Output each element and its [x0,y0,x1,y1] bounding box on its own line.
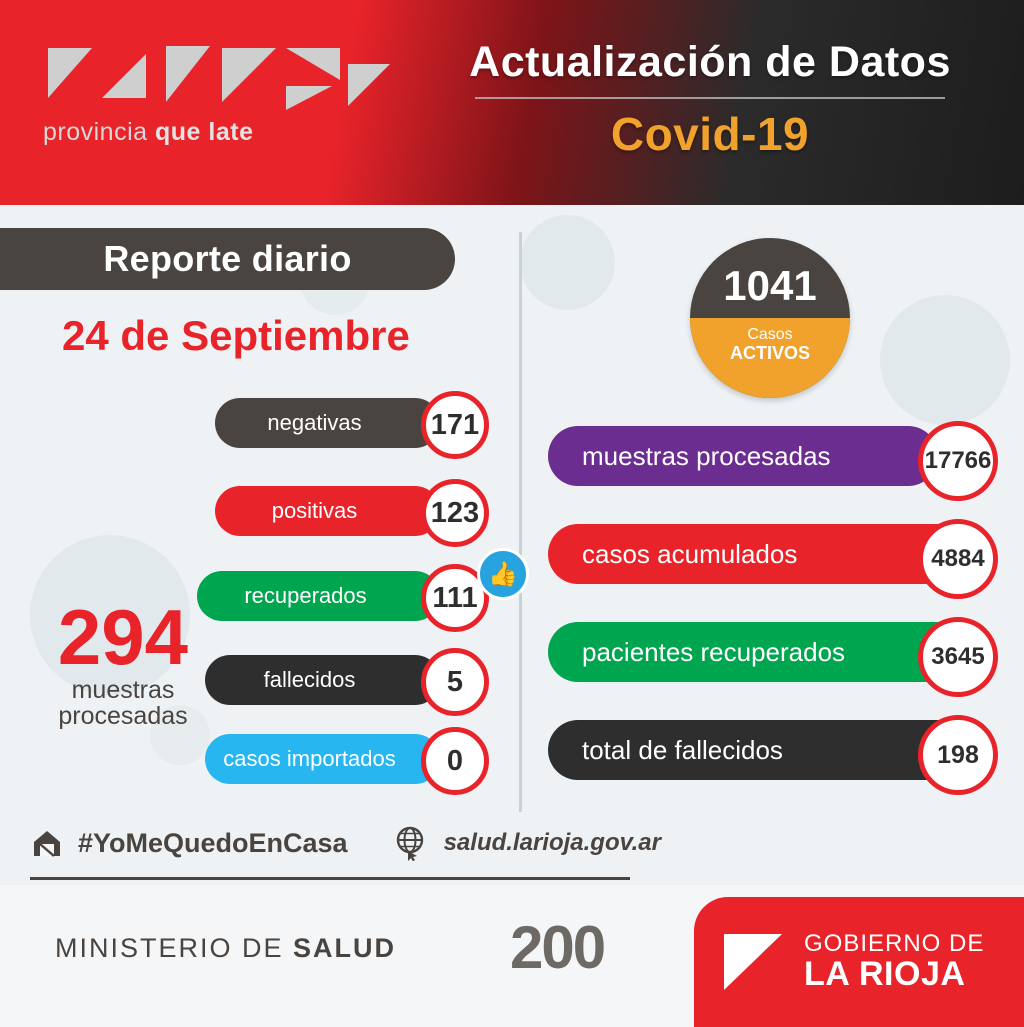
stat-badge-fallecidos [421,648,489,716]
active-cases-circle [690,238,850,398]
total-badge-muestras-procesadas [918,421,998,501]
page-title: Actualización de Datos [469,38,951,86]
virus-decoration-icon [880,295,1010,425]
total-row-total-fallecidos [548,720,968,780]
total-value-casos-acumulados: 4884 [931,545,985,572]
logo-tagline-bold: que late [155,118,254,146]
total-badge-casos-acumulados [918,519,998,599]
stat-row-negativas [215,398,440,448]
total-badge-total-fallecidos [918,715,998,795]
gobierno-text [804,932,984,991]
total-label-total-fallecidos: total de fallecidos [582,734,783,765]
thumbs-up-icon: 👍 [477,548,529,600]
daily-samples-label-line1: muestras [71,676,175,705]
stat-row-recuperados [197,571,440,621]
stat-badge-negativas [421,391,489,459]
daily-samples-total [28,593,218,730]
stat-value-negativas: 171 [430,408,480,441]
footer [0,827,1024,1027]
ministry-label-bold: SALUD [293,933,397,963]
house-icon [30,826,64,860]
total-label-casos-acumulados: casos acumulados [582,538,798,569]
total-value-muestras-procesadas: 17766 [924,447,992,474]
total-row-muestras-procesadas [548,426,938,486]
report-date: 24 de Septiembre [62,312,410,359]
active-cases-value: 1041 [723,262,817,309]
stat-row-casos-importados [205,734,440,784]
stat-label-fallecidos: fallecidos [263,667,356,692]
total-value-total-fallecidos: 198 [937,740,979,769]
gobierno-line1: GOBIERNO DE [804,930,985,958]
active-cases-label-line1: Casos [747,326,793,343]
stat-label-positivas: positivas [271,498,358,523]
ministry-label [55,933,396,964]
stat-value-fallecidos: 5 [446,665,464,698]
globe-www-icon [394,825,430,861]
footer-divider [30,877,630,880]
virus-decoration-icon [520,215,615,310]
active-cases-band [690,318,850,398]
report-tag [0,228,455,290]
la-rioja-logo [40,40,390,160]
ministry-label-light: MINISTERIO DE [55,933,294,963]
report-tag-label: Reporte diario [103,238,352,279]
logo-glyphs-icon [40,40,390,115]
stat-value-positivas: 123 [430,496,480,529]
gobierno-mark-icon [720,930,786,994]
total-row-pacientes-recuperados [548,622,968,682]
daily-samples-value: 294 [57,593,189,681]
website-url[interactable]: salud.larioja.gov.ar [443,829,661,856]
total-label-pacientes-recuperados: pacientes recuperados [582,636,846,667]
stat-label-recuperados: recuperados [244,583,367,608]
bicentennial-text: 200 [510,914,605,981]
active-cases-label-line2: ACTIVOS [729,343,810,363]
stat-value-recuperados: 111 [432,581,478,614]
gobierno-line2: LA RIOJA [804,954,966,993]
daily-samples-label-line2: procesadas [58,701,188,730]
stat-label-casos-importados: casos importados [223,746,396,771]
stat-row-fallecidos [205,655,440,705]
header-text-block [420,38,1000,161]
header-banner [0,0,1024,205]
total-badge-pacientes-recuperados [918,617,998,697]
hashtag-label: #YoMeQuedoEnCasa [78,827,348,858]
logo-tagline-light: provincia [43,118,148,146]
page-subtitle: Covid-19 [610,108,810,160]
gobierno-la-rioja-block [694,897,1024,1027]
header-divider [475,97,945,99]
stat-value-casos-importados: 0 [446,744,464,777]
total-row-casos-acumulados [548,524,968,584]
total-label-muestras-procesadas: muestras procesadas [582,440,831,471]
total-value-pacientes-recuperados: 3645 [931,643,985,670]
logo-shapes [40,40,390,115]
bicentennial-logo [510,913,604,982]
stat-row-positivas [215,486,440,536]
stat-label-negativas: negativas [267,410,362,435]
column-divider [519,232,522,812]
logo-tagline [43,118,254,147]
stat-badge-casos-importados [421,727,489,795]
footer-social-row [30,820,730,866]
stat-badge-positivas [421,479,489,547]
